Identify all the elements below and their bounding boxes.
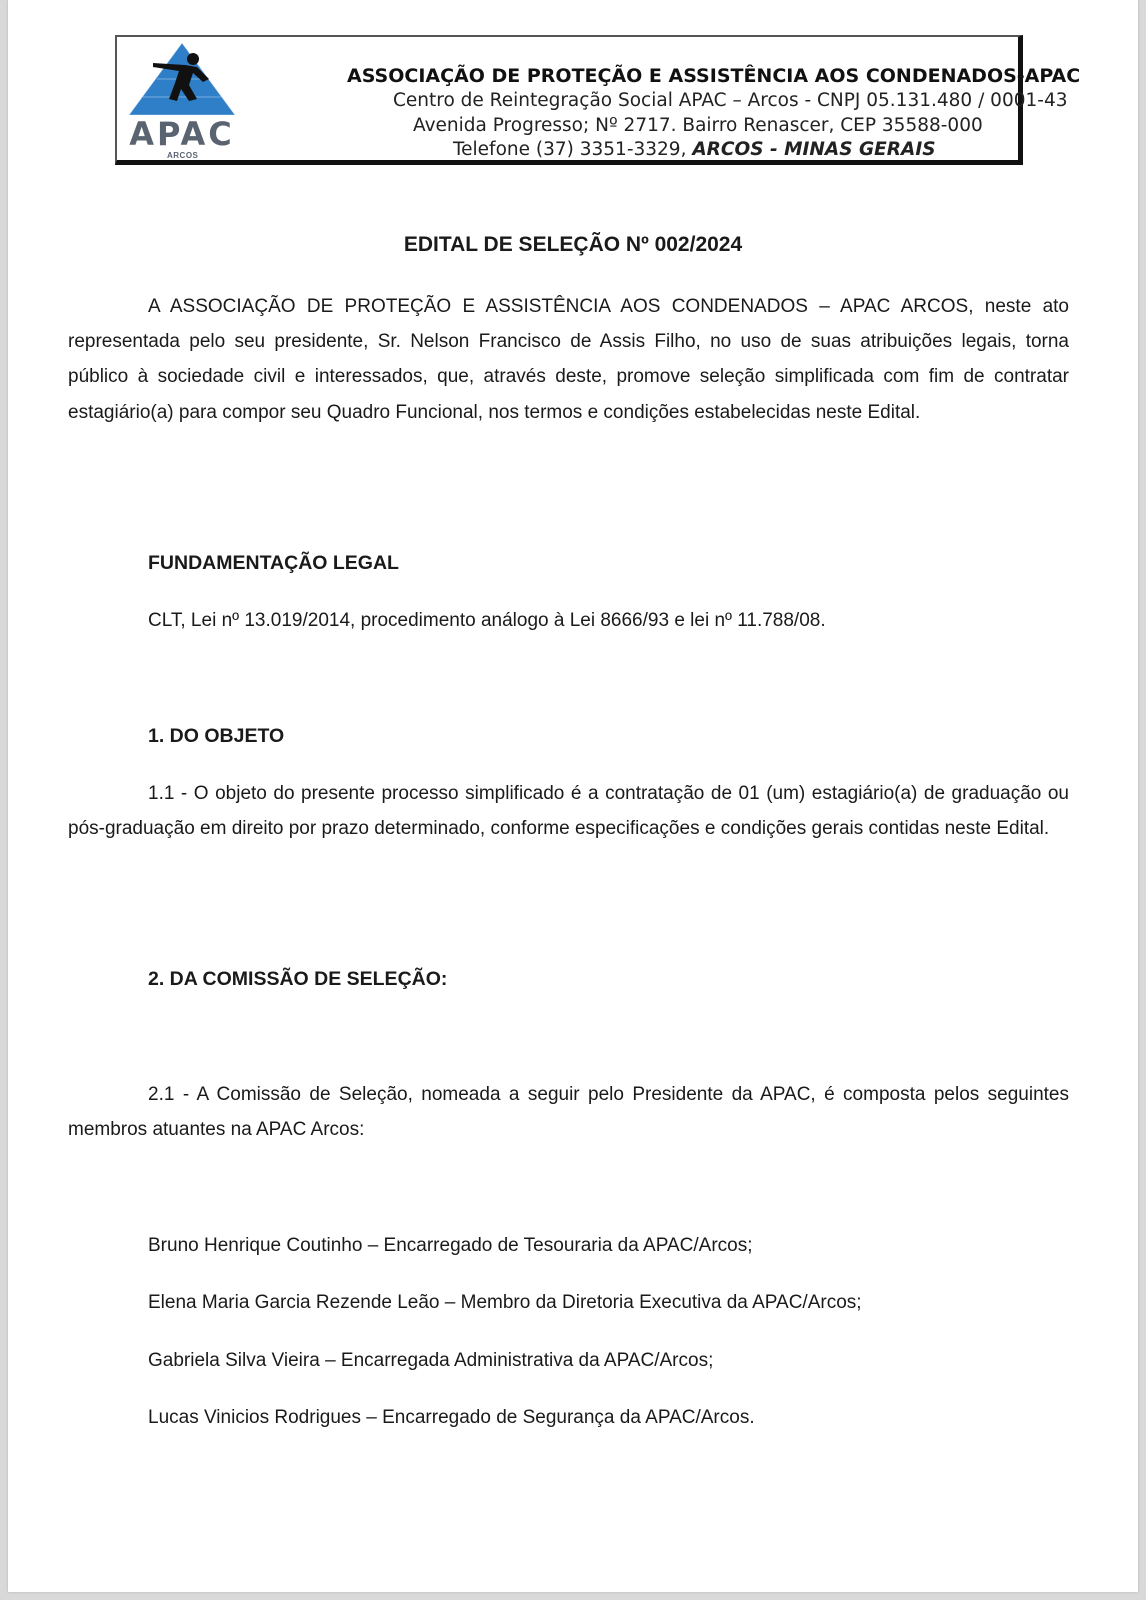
- legal-text: CLT, Lei nº 13.019/2014, procedimento análogo à Lei 8666/93 e lei nº 11.788/08.: [148, 610, 826, 631]
- intro-paragraph: A ASSOCIAÇÃO DE PROTEÇÃO E ASSISTÊNCIA AOS CONDENADOS – APAC ARCOS, neste ato representada pelo seu presidente, Sr. Nelson Francisco de Assis Filho, no uso de suas atribuições legais, torna público à sociedade civil e interessados, que, através deste, promove seleção simplificada com fim de contratar estagiário(a) para compor seu Quadro Funcional, nos termos e condições estabelecidas neste Edital.: [68, 296, 1069, 423]
- member-item: Bruno Henrique Coutinho – Encarregado de Tesouraria da APAC/Arcos;: [148, 1235, 753, 1256]
- legal-heading: FUNDAMENTAÇÃO LEGAL: [148, 552, 399, 574]
- section1-paragraph: 1.1 - O objeto do presente processo simplificado é a contratação de 01 (um) estagiário(a) de graduação ou pós-graduação em direito por prazo determinado, conforme especificações e condições gerais contidas neste Edital.: [68, 783, 1069, 840]
- logo-subtext: ARCOS: [167, 151, 199, 160]
- letterhead-address-line: Avenida Progresso; Nº 2717. Bairro Renascer, CEP 35588-000: [413, 114, 983, 136]
- document-page: [8, 0, 1138, 1592]
- logo-triangle-icon: [123, 39, 241, 119]
- member-item: Gabriela Silva Vieira – Encarregada Administrativa da APAC/Arcos;: [148, 1350, 714, 1371]
- city-text: ARCOS - MINAS GERAIS: [692, 139, 936, 160]
- letterhead: [115, 35, 1081, 165]
- document-title: EDITAL DE SELEÇÃO Nº 002/2024: [403, 233, 743, 256]
- member-item: Lucas Vinicios Rodrigues – Encarregado de Segurança da APAC/Arcos.: [148, 1407, 755, 1428]
- letterhead-phone-line: [453, 138, 936, 163]
- phone-text: Telefone (37) 3351-3329,: [453, 139, 693, 160]
- section1-heading: 1. DO OBJETO: [148, 725, 285, 747]
- letterhead-text: [237, 63, 1081, 163]
- logo-text: APAC: [129, 115, 235, 153]
- section2-heading: 2. DA COMISSÃO DE SELEÇÃO:: [148, 968, 448, 990]
- section2-paragraph: 2.1 - A Comissão de Seleção, nomeada a seguir pelo Presidente da APAC, é composta pelos seguintes membros atuantes na APAC Arcos:: [68, 1084, 1069, 1141]
- organization-name: ASSOCIAÇÃO DE PROTEÇÃO E ASSISTÊNCIA AOS CONDENADOS-APAC: [347, 65, 1081, 87]
- apac-logo: [123, 39, 241, 161]
- member-item: Elena Maria Garcia Rezende Leão – Membro da Diretoria Executiva da APAC/Arcos;: [148, 1292, 862, 1313]
- letterhead-cnpj-line: Centro de Reintegração Social APAC – Arcos - CNPJ 05.131.480 / 0001-43: [393, 90, 1068, 111]
